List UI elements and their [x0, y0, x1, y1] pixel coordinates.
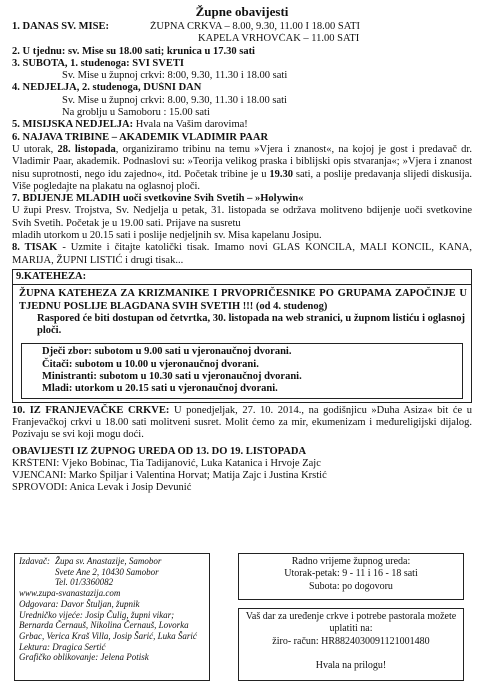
catechesis-groups [21, 343, 463, 398]
office-hours-weekdays: Utorak-petak: 9 - 11 i 16 - 18 sati [284, 568, 418, 580]
group-line: Mladi: utorkom u 20.15 sati u vjeronaučnoj dvorani. [42, 383, 278, 395]
section-line: mladih utorkom u 20.15 sati i poslije nedjeljnih sv. Misa kapelanu Josipu. [12, 230, 322, 242]
section-line: Na groblju u Samoboru : 15.00 sati [62, 107, 210, 119]
publisher: Župa sv. Anastazije, Samobor [55, 556, 162, 566]
section-label: 5. MISIJSKA NEDJELJA: [12, 119, 134, 131]
donation-box [238, 608, 464, 681]
section-title: 6. NAJAVA TRIBINE – AKADEMIK VLADIMIR PAAR [12, 131, 269, 143]
section-weekday-masses: 2. U tjednu: sv. Mise su 18.00 sati; krunica u 17.30 sati [12, 45, 255, 57]
section-paragraph [12, 144, 472, 193]
section-line: ŽUPNA CRKVA – 8.00, 9.30, 11.00 I 18.00 SATI [150, 21, 361, 32]
editorial-board: Bernarda Černauš, Nikolina Černauš, Lovorka [19, 620, 189, 631]
address: Svete Ane 2, 10430 Samobor [55, 566, 159, 577]
section-title: 9.KATEHEZA: [13, 270, 471, 285]
text-run: sati, a poslije predavanja slijedi diskusija. Više pogledajte na plakatu na oglasnoj ploči. [12, 168, 472, 192]
office-hours-saturday: Subota: po dogovoru [309, 580, 393, 592]
proofreading: Lektura: Dragica Sertić [19, 641, 106, 652]
catechesis-schedule-note: Raspored će biti dostupan od četvrtka, 30. listopada na web stranici, u župnom listiću i oglasnoj ploči. [37, 312, 466, 337]
responsible-editor: Odgovara: Davor Štuljan, župnik [19, 598, 140, 609]
editorial-board: Grbac, Verica Kraš Villa, Josip Šarić, Luka Šarić [19, 630, 197, 641]
baptized-list: KRŠTENI: Vjeko Bobinac, Tia Tadijanović, Luka Katanica i Hrvoje Zajc [12, 457, 321, 469]
text-run-bold: 19.30 [269, 168, 294, 180]
section-text: Hvala na Vašim darovima! [133, 119, 248, 131]
thank-you: Hvala na prilogu! [315, 659, 387, 671]
section-paragraph: U župi Presv. Trojstva, Sv. Nedjelja u petak, 31. listopada se održava molitveno bdijenje uoči svetkovine Svih Svetih. Početak je u 19.00 sati. Prijave na susretu [12, 205, 472, 229]
section-title: 3. SUBOTA, 1. studenoga: SVI SVETI [12, 57, 184, 69]
donation-text: uplatiti na: [329, 623, 373, 635]
section-title: 7. BDIJENJE MLADIH uoči svetkovine Svih Svetih – »Holywin« [12, 193, 304, 205]
page-title: Župne obavijesti [195, 4, 289, 19]
group-line: Ministranti: subotom u 10.30 sati u vjeronaučnoj dvorani. [42, 371, 302, 383]
section-title: 4. NEDJELJA, 2. studenoga, DUŠNI DAN [12, 82, 202, 94]
editorial-board: Uredničko vijeće: Josip Čulig, župni vikar; [19, 609, 175, 620]
phone: Tel. 01/3360082 [55, 577, 114, 588]
section-text: U ponedjeljak, 27. 10. 2014., na godišnjicu »Duha Asiza« bit će u Franjevačkoj crkvi u 18.00 sati molitveni susret. Molit ćemo za mir, ekumenizam i međureligijski dijalog. Pozivaju se svi koji mogu doći. [12, 404, 472, 441]
bank-account: žiro- račun: HR8824030091121001480 [272, 635, 430, 647]
section-franciscan [12, 405, 472, 442]
graphic-design: Grafičko oblikovanje: Jelena Potisk [19, 652, 149, 663]
section-label: 8. TISAK [12, 242, 58, 254]
section-mission-sunday [12, 119, 472, 131]
section-parish-office [12, 446, 472, 495]
section-label: 1. DANAS SV. MISE: [12, 21, 109, 32]
section-line: Sv. Mise u župnoj crkvi: 8:00, 9.30, 11.30 i 18.00 sati [62, 70, 288, 82]
section-label: 10. IZ FRANJEVAČKE CRKVE: [12, 404, 170, 416]
impressum-box [14, 553, 210, 681]
section-line: KAPELA VRHOVČAK – 11.00 SATI [198, 33, 360, 45]
donation-text: Vaš dar za uređenje crkve i potrebe pastorala možete [245, 611, 457, 622]
group-line: Dječi zbor: subotom u 9.00 sati u vjeronaučnoj dvorani. [42, 346, 292, 358]
section-all-saints [12, 58, 472, 83]
section-press [12, 242, 472, 267]
section-tribune [12, 132, 472, 193]
catechesis-announcement: ŽUPNA KATEHEZA ZA KRIZMANIKE I PRVOPRIČESNIKE PO GRUPAMA ZAPOČINJE U TJEDNU POSLIJE BLAGDANA SVIH SVETIH !!! (od 4. studenog) [19, 288, 467, 312]
section-all-souls [12, 82, 472, 119]
catechesis-body [13, 285, 471, 339]
website: www.zupa-svanastazija.com [19, 588, 121, 599]
section-catechesis [12, 269, 472, 403]
married-list: VJENČANI: Marko Špiljar i Valentina Horvat; Matija Zajc i Justina Krstić [12, 470, 327, 482]
office-hours-box [238, 553, 464, 600]
section-line: Sv. Mise u župnoj crkvi: 8.00, 9.30, 11.30 i 18.00 sati [62, 94, 287, 106]
funerals-list: SPROVODI: Anica Levak i Josip Devunić [12, 482, 192, 494]
publisher-label: Izdavač: [19, 556, 50, 566]
section-masses-today [12, 21, 472, 46]
section-title: OBAVIJESTI IZ ŽUPNOG UREDA OD 13. DO 19. LISTOPADA [12, 445, 307, 457]
text-run: , organiziramo tribinu na temu »Vjera i znanost«, na kojoj je gost i predavač dr. Vladimir Paar, akademik. Podnaslovi su: »Teorija velikog praska i biblijski opis stvaranja«; »Vjera i znanost nisu suprotnosti, nego idu zajedno«, itd. Početak tribine je u [12, 143, 472, 180]
section-youth-vigil [12, 193, 472, 242]
group-line: Čitači: subotom u 10.00 u vjeronaučnoj dvorani. [42, 358, 259, 370]
footer [14, 553, 468, 681]
text-run: U utorak, [12, 143, 58, 155]
section-text: - Uzmite i čitajte katolički tisak. Imamo novi GLAS KONCILA, MALI KONCIL, KANA, MARIJA, ŽUPNI LISTIĆ i drugi tisak... [12, 242, 472, 266]
text-run-bold: 28. listopada [57, 143, 116, 155]
office-hours-title: Radno vrijeme župnog ureda: [291, 556, 411, 567]
